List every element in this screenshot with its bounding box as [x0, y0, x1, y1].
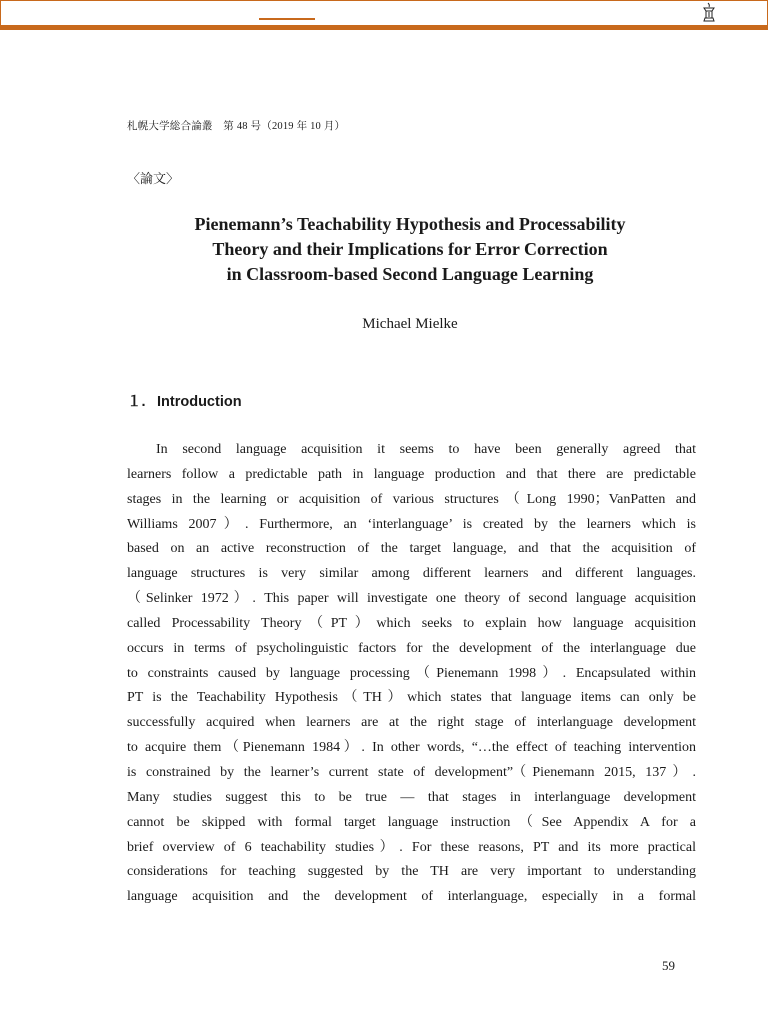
text-line: learners follow a predictable path in language production and that there are predictable — [127, 466, 696, 482]
text-line: occurs in terms of psycholinguistic factors for the development of the interlanguage due — [127, 640, 696, 656]
text-line: （Selinker 1972）. This paper will investigate one theory of second language acquisition — [127, 591, 696, 607]
title-line: in Classroom-based Second Language Learning — [226, 264, 594, 284]
text-line: Many studies suggest this to be true — that stages in interlanguage development — [127, 789, 696, 805]
text-line: In second language acquisition it seems to have been generally agreed that — [156, 442, 696, 457]
paper-title — [110, 212, 710, 287]
top-header-bar — [0, 0, 768, 30]
text-line: is constrained by the learner’s current state of development”（Pienemann 2015, 137）. — [127, 764, 696, 780]
section-heading — [127, 390, 242, 411]
text-line: considerations for teaching suggested by the TH are very important to understanding — [127, 864, 696, 880]
section-title: Introduction — [157, 394, 242, 410]
title-line: Pienemann’s Teachability Hypothesis and Processability — [194, 214, 626, 234]
text-line: to constraints caused by language processing（Pienemann 1998）. Encapsulated within — [127, 665, 696, 681]
text-line: language structures is very similar among different learners and different languages. — [127, 566, 696, 582]
text-line: Williams 2007）. Furthermore, an ‘interlanguage’ is created by the learners which is — [127, 516, 696, 532]
text-line: based on an active reconstruction of the target language, and that the acquisition of — [127, 541, 696, 557]
text-line: brief overview of 6 teachability studies）. For these reasons, PT and its more practical — [127, 839, 696, 855]
section-number: １. — [127, 394, 146, 410]
author-name: Michael Mielke — [362, 316, 458, 332]
page-number: 59 — [662, 958, 675, 973]
running-head: 札幌大学総合論叢 第 48 号（2019 年 10 月） — [127, 121, 346, 132]
text-line: stages in the learning or acquisition of various structures（Long 1990；VanPatten and — [127, 491, 696, 507]
text-line: successfully acquired when learners are at the right stage of interlanguage development — [127, 715, 696, 731]
text-line: cannot be skipped with formal target language instruction（See Appendix A for a — [127, 814, 696, 830]
text-line: PT is the Teachability Hypothesis（TH）which states that language items can only be — [127, 690, 696, 706]
article-type-label: 〈論文〉 — [127, 171, 180, 186]
text-line: language acquisition and the development of interlanguage, especially in a formal — [127, 889, 696, 905]
text-line: to acquire them（Pienemann 1984）. In other words, “…the effect of teaching intervention — [127, 740, 696, 756]
title-line: Theory and their Implications for Error Correction — [212, 239, 608, 259]
candle-lantern-icon — [700, 2, 718, 24]
header-underline-mark — [259, 18, 315, 20]
text-line: called Processability Theory（PT）which seeks to explain how language acquisition — [127, 615, 696, 631]
body-paragraph — [127, 438, 696, 910]
